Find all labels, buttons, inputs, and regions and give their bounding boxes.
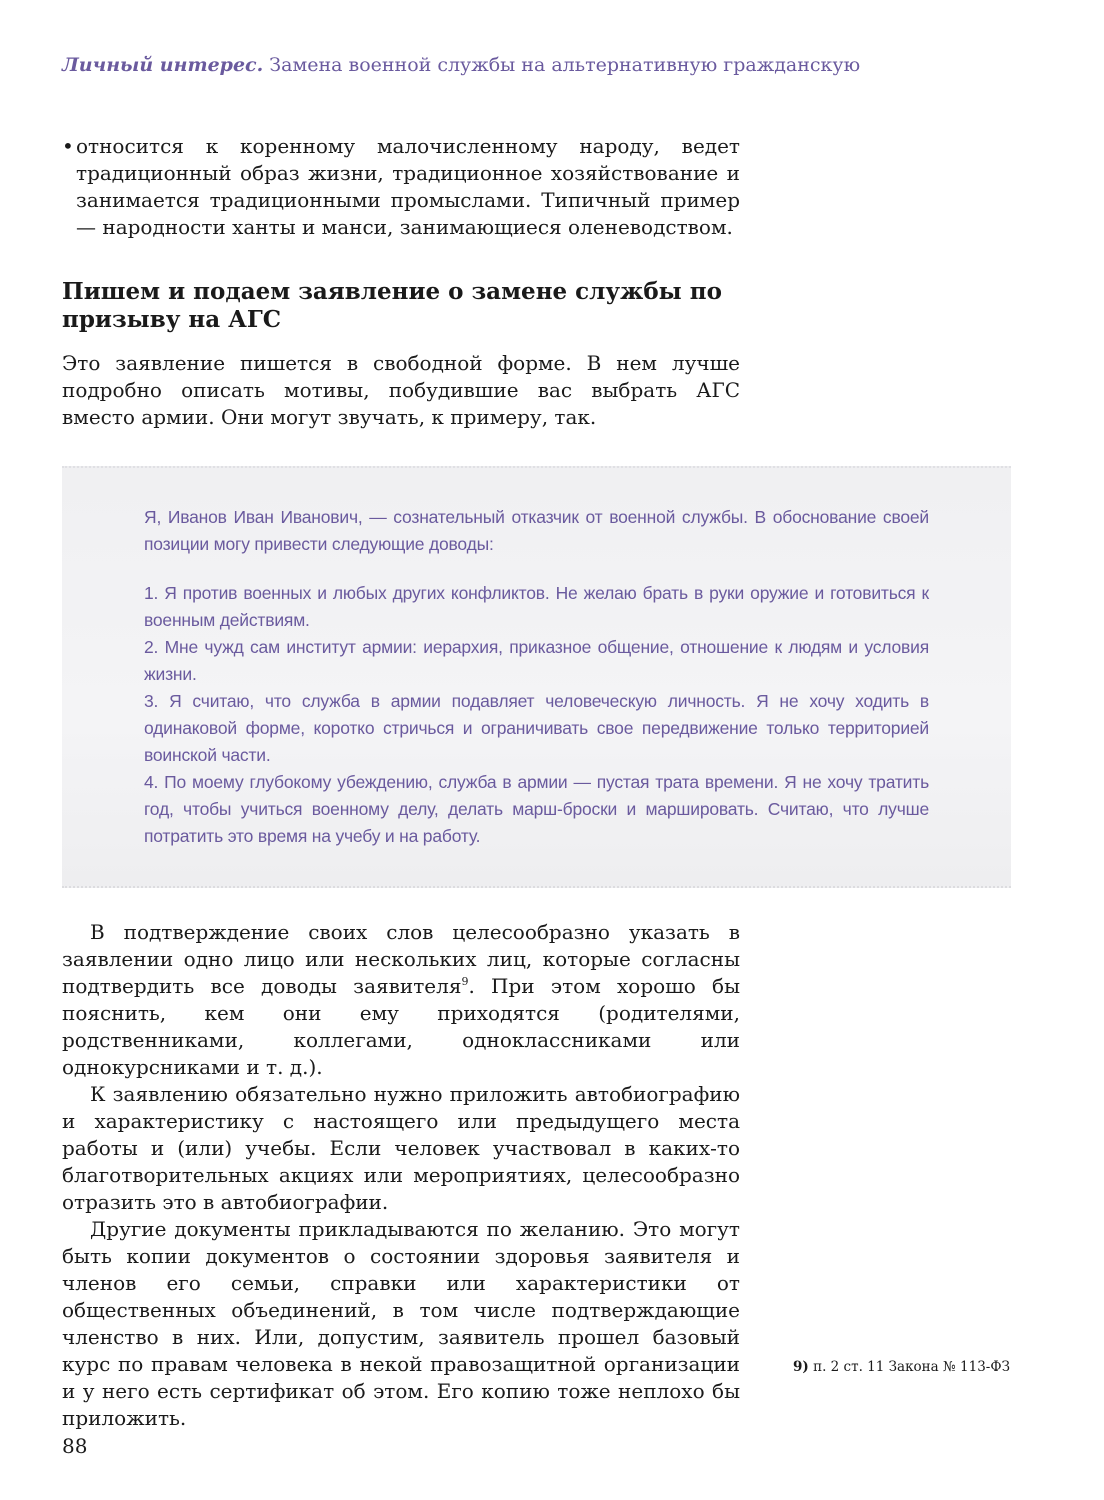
running-header (62, 54, 860, 76)
footnote-reference[interactable]: 9 (461, 975, 469, 988)
sample-statement (144, 504, 929, 850)
bullet-item (62, 133, 740, 241)
main-text (62, 919, 740, 1432)
section-heading: Пишем и подаем заявление о замене службы по призыву на АГС (62, 278, 722, 333)
sample-statement-box (62, 466, 1011, 888)
statement-point: 3. Я считаю, что служба в армии подавляет человеческую личность. Я не хочу ходить в одинаковой форме, коротко стричься и ограничивать свое передвижение только территорией воинской части. (144, 691, 929, 765)
paragraph-autobiography: К заявлению обязательно нужно приложить автобиографию и характеристику с настоящего или предыдущего места работы и (или) учебы. Если человек участвовал в каких-то благотворительных акциях или мероприятиях, целесообразно отразить это в автобиографии. (62, 1082, 740, 1214)
footnote-text: п. 2 ст. 11 Закона № 113-ФЗ (808, 1359, 1010, 1375)
header-chapter-title: Замена военной службы на альтернативную гражданскую (263, 54, 861, 76)
paragraph-witnesses: В подтверждение своих слов целесообразно указать в заявлении одно лицо или нескольких лиц, которые согласны подтвердить все доводы заявителя$^9$. При этом хорошо бы пояснить, кем они ему приходятся (родителями, родственниками, коллегами, одноклассниками или однокурсниками и т. д.). (62, 920, 741, 1079)
statement-opening: Я, Иванов Иван Иванович, — сознательный отказчик от военной службы. В обоснование своей позиции могу привести следующие доводы: (144, 507, 929, 554)
paragraph-other-documents: Другие документы прикладываются по желанию. Это могут быть копии документов о состоянии здоровья заявителя и членов его семьи, справки или характеристики от общественных объединений, в том числе подтверждающие членство в них. Или, допустим, заявитель прошел базовый курс по правам человека в некой правозащитной организации и у него есть сертификат об этом. Его копию тоже неплохо бы приложить. (62, 1217, 740, 1430)
footnote (793, 1359, 1010, 1375)
statement-point: 2. Мне чужд сам институт армии: иерархия, приказное общение, отношение к людям и условия жизни. (144, 637, 929, 684)
statement-point: 1. Я против военных и любых других конфликтов. Не желаю брать в руки оружие и готовиться к военным действиям. (144, 583, 929, 630)
statement-point: 4. По моему глубокому убеждению, служба в армии — пустая трата времени. Я не хочу тратить год, чтобы учиться военному делу, делать марш-броски и маршировать. Считаю, что лучше потратить это время на учебу и на работу. (144, 772, 929, 846)
header-section-title: Личный интерес. (62, 54, 264, 76)
page-number: 88 (62, 1434, 88, 1458)
intro-paragraph: Это заявление пишется в свободной форме. В нем лучше подробно описать мотивы, побудившие вас выбрать АГС вместо армии. Они могут звучать, к примеру, так. (62, 351, 740, 429)
bullet-text: относится к коренному малочисленному народу, ведет традиционный образ жизни, традиционное хозяйствование и занимается традиционными промыслами. Типичный пример — народности ханты и манси, занимающиеся оленеводством. (76, 134, 740, 239)
bullet-mark: • (62, 134, 74, 158)
footnote-number: 9) (793, 1359, 809, 1375)
